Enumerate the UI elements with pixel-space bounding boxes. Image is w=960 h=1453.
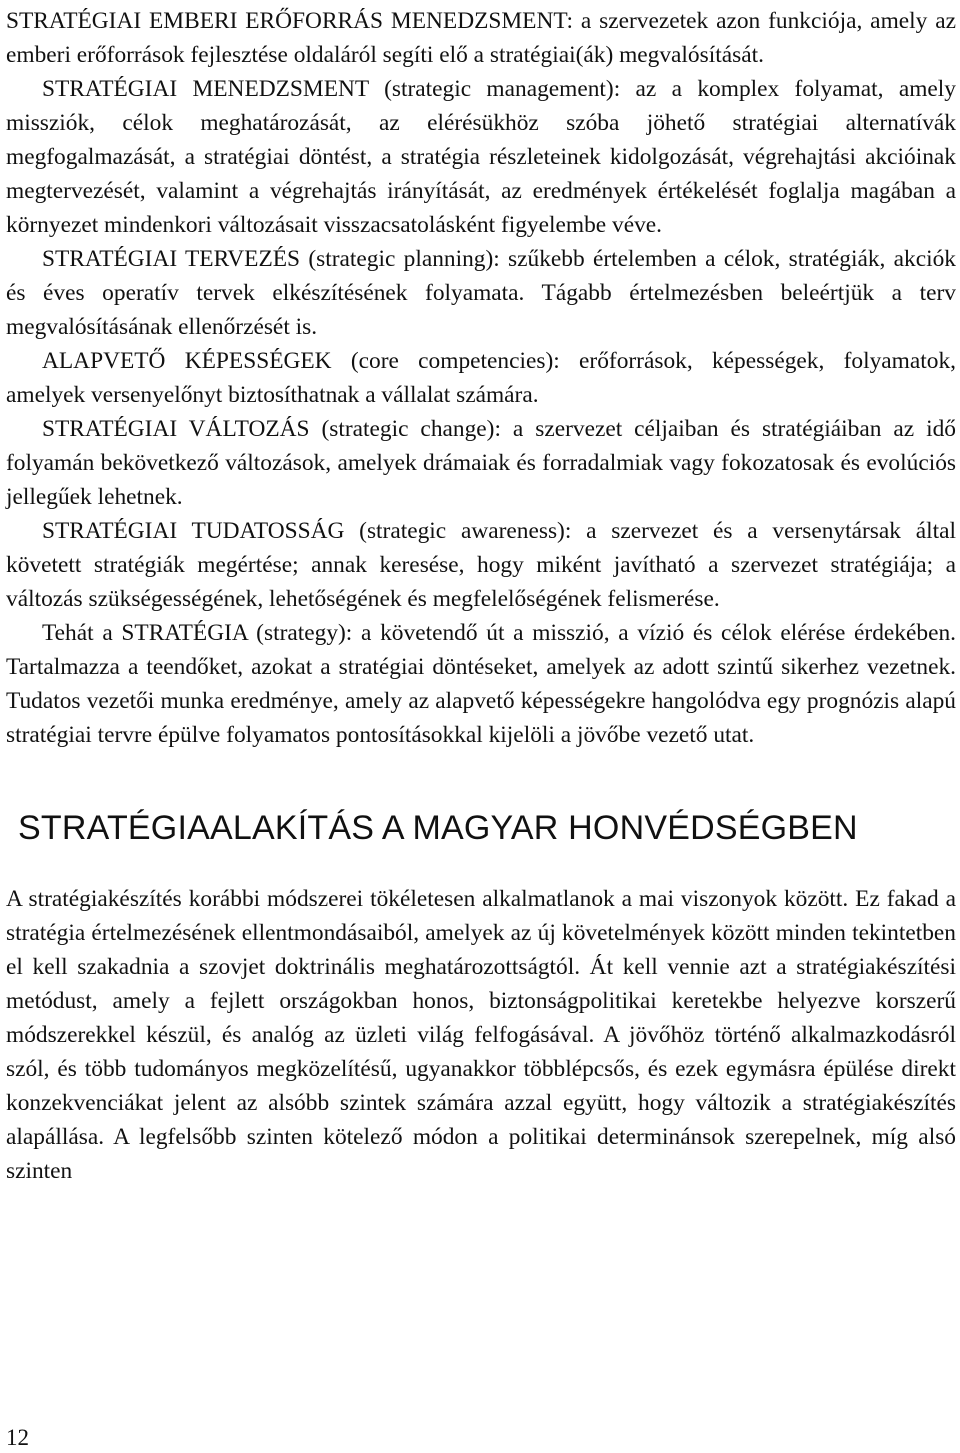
definition-paragraph-strategic-change: STRATÉGIAI VÁLTOZÁS (strategic change): a szervezet céljaiban és stratégiáiban az idő folyamán bekövetkező változások, amelyek drámaiak és forradalmiak vagy fokozatosak és evolúciós jellegűek lehetnek. bbox=[6, 416, 956, 510]
definition-paragraph-strategy: Tehát a STRATÉGIA (strategy): a követendő út a misszió, a vízió és célok elérése érdekében. Tartalmazza a teendőket, azokat a stratégiai döntéseket, amelyek az adott szintű sikerhez vezetnek. Tudatos vezetői munka eredménye, amely az alapvető képességekre hangolódva egy prognózis alapú stratégiai tervre épülve folyamatos pontosításokkal kijelöli a jövőbe vezető utat. bbox=[6, 620, 956, 748]
section-heading: STRATÉGIAALAKÍTÁS A MAGYAR HONVÉDSÉGBEN bbox=[18, 809, 858, 847]
definition-paragraph-core-competencies: ALAPVETŐ KÉPESSÉGEK (core competencies): erőforrások, képességek, folyamatok, amelyek versenyelőnyt biztosíthatnak a vállalat számára. bbox=[6, 348, 956, 408]
definition-paragraph-strategic-hrm: STRATÉGIAI EMBERI ERŐFORRÁS MENEDZSMENT: a szervezetek azon funkciója, amely az emberi erőforrások fejlesztése oldaláról segíti elő a stratégiai(ák) megvalósítását. bbox=[6, 8, 956, 68]
page-number: 12 bbox=[6, 1425, 29, 1450]
definition-paragraph-strategic-management: STRATÉGIAI MENEDZSMENT (strategic management): az a komplex folyamat, amely missziók, célok meghatározását, az elérésükhöz szóba jöhető stratégiai alternatívák megfogalmazását, a stratégiai döntést, a stratégia részleteinek kidolgozását, végrehajtási akcióinak megtervezését, valamint a végrehajtás irányítását, az eredmények értékelését foglalja magában a környezet mindenkori változásait visszacsatolásként figyelembe véve. bbox=[6, 76, 956, 238]
definition-paragraph-strategic-awareness: STRATÉGIAI TUDATOSSÁG (strategic awareness): a szervezet és a versenytársak által követett stratégiák megértése; annak keresése, hogy miként javítható a szervezet stratégiája; a változás szükségességének, lehetőségének és megfelelőségének felismerése. bbox=[6, 518, 956, 612]
document-page bbox=[6, 4, 956, 1188]
definition-paragraph-strategic-planning: STRATÉGIAI TERVEZÉS (strategic planning): szűkebb értelemben a célok, stratégiák, akciók és éves operatív tervek elkészítésének folyamata. Tágabb értelmezésben beleértjük a terv megvalósításának ellenőrzését is. bbox=[6, 246, 956, 340]
body-paragraph: A stratégiakészítés korábbi módszerei tökéletesen alkalmatlanok a mai viszonyok között. Ez fakad a stratégia értelmezésének ellentmondásaiból, amelyek az új követelmények között minden tekintetben el kell szakadnia a szovjet doktrinális meghatározottságtól. Át kell vennie azt a stratégiakészítési metódust, amely a fejlett országokban honos, biztonságpolitikai keretekbe helyezve korszerű módszerekkel készül, és analóg az üzleti világ felfogásával. A jövőhöz történő alkalmazkodásról szól, és több tudományos megközelítésű, ugyanakkor többlépcsős, és ezek egymásra épülése direkt konzekvenciákat jelent az alsóbb szintek számára azzal együtt, hogy változik a stratégiakészítés alapállása. A legfelsőbb szinten kötelező módon a politikai determinánsok szerepelnek, míg alsó szinten bbox=[6, 886, 956, 1184]
